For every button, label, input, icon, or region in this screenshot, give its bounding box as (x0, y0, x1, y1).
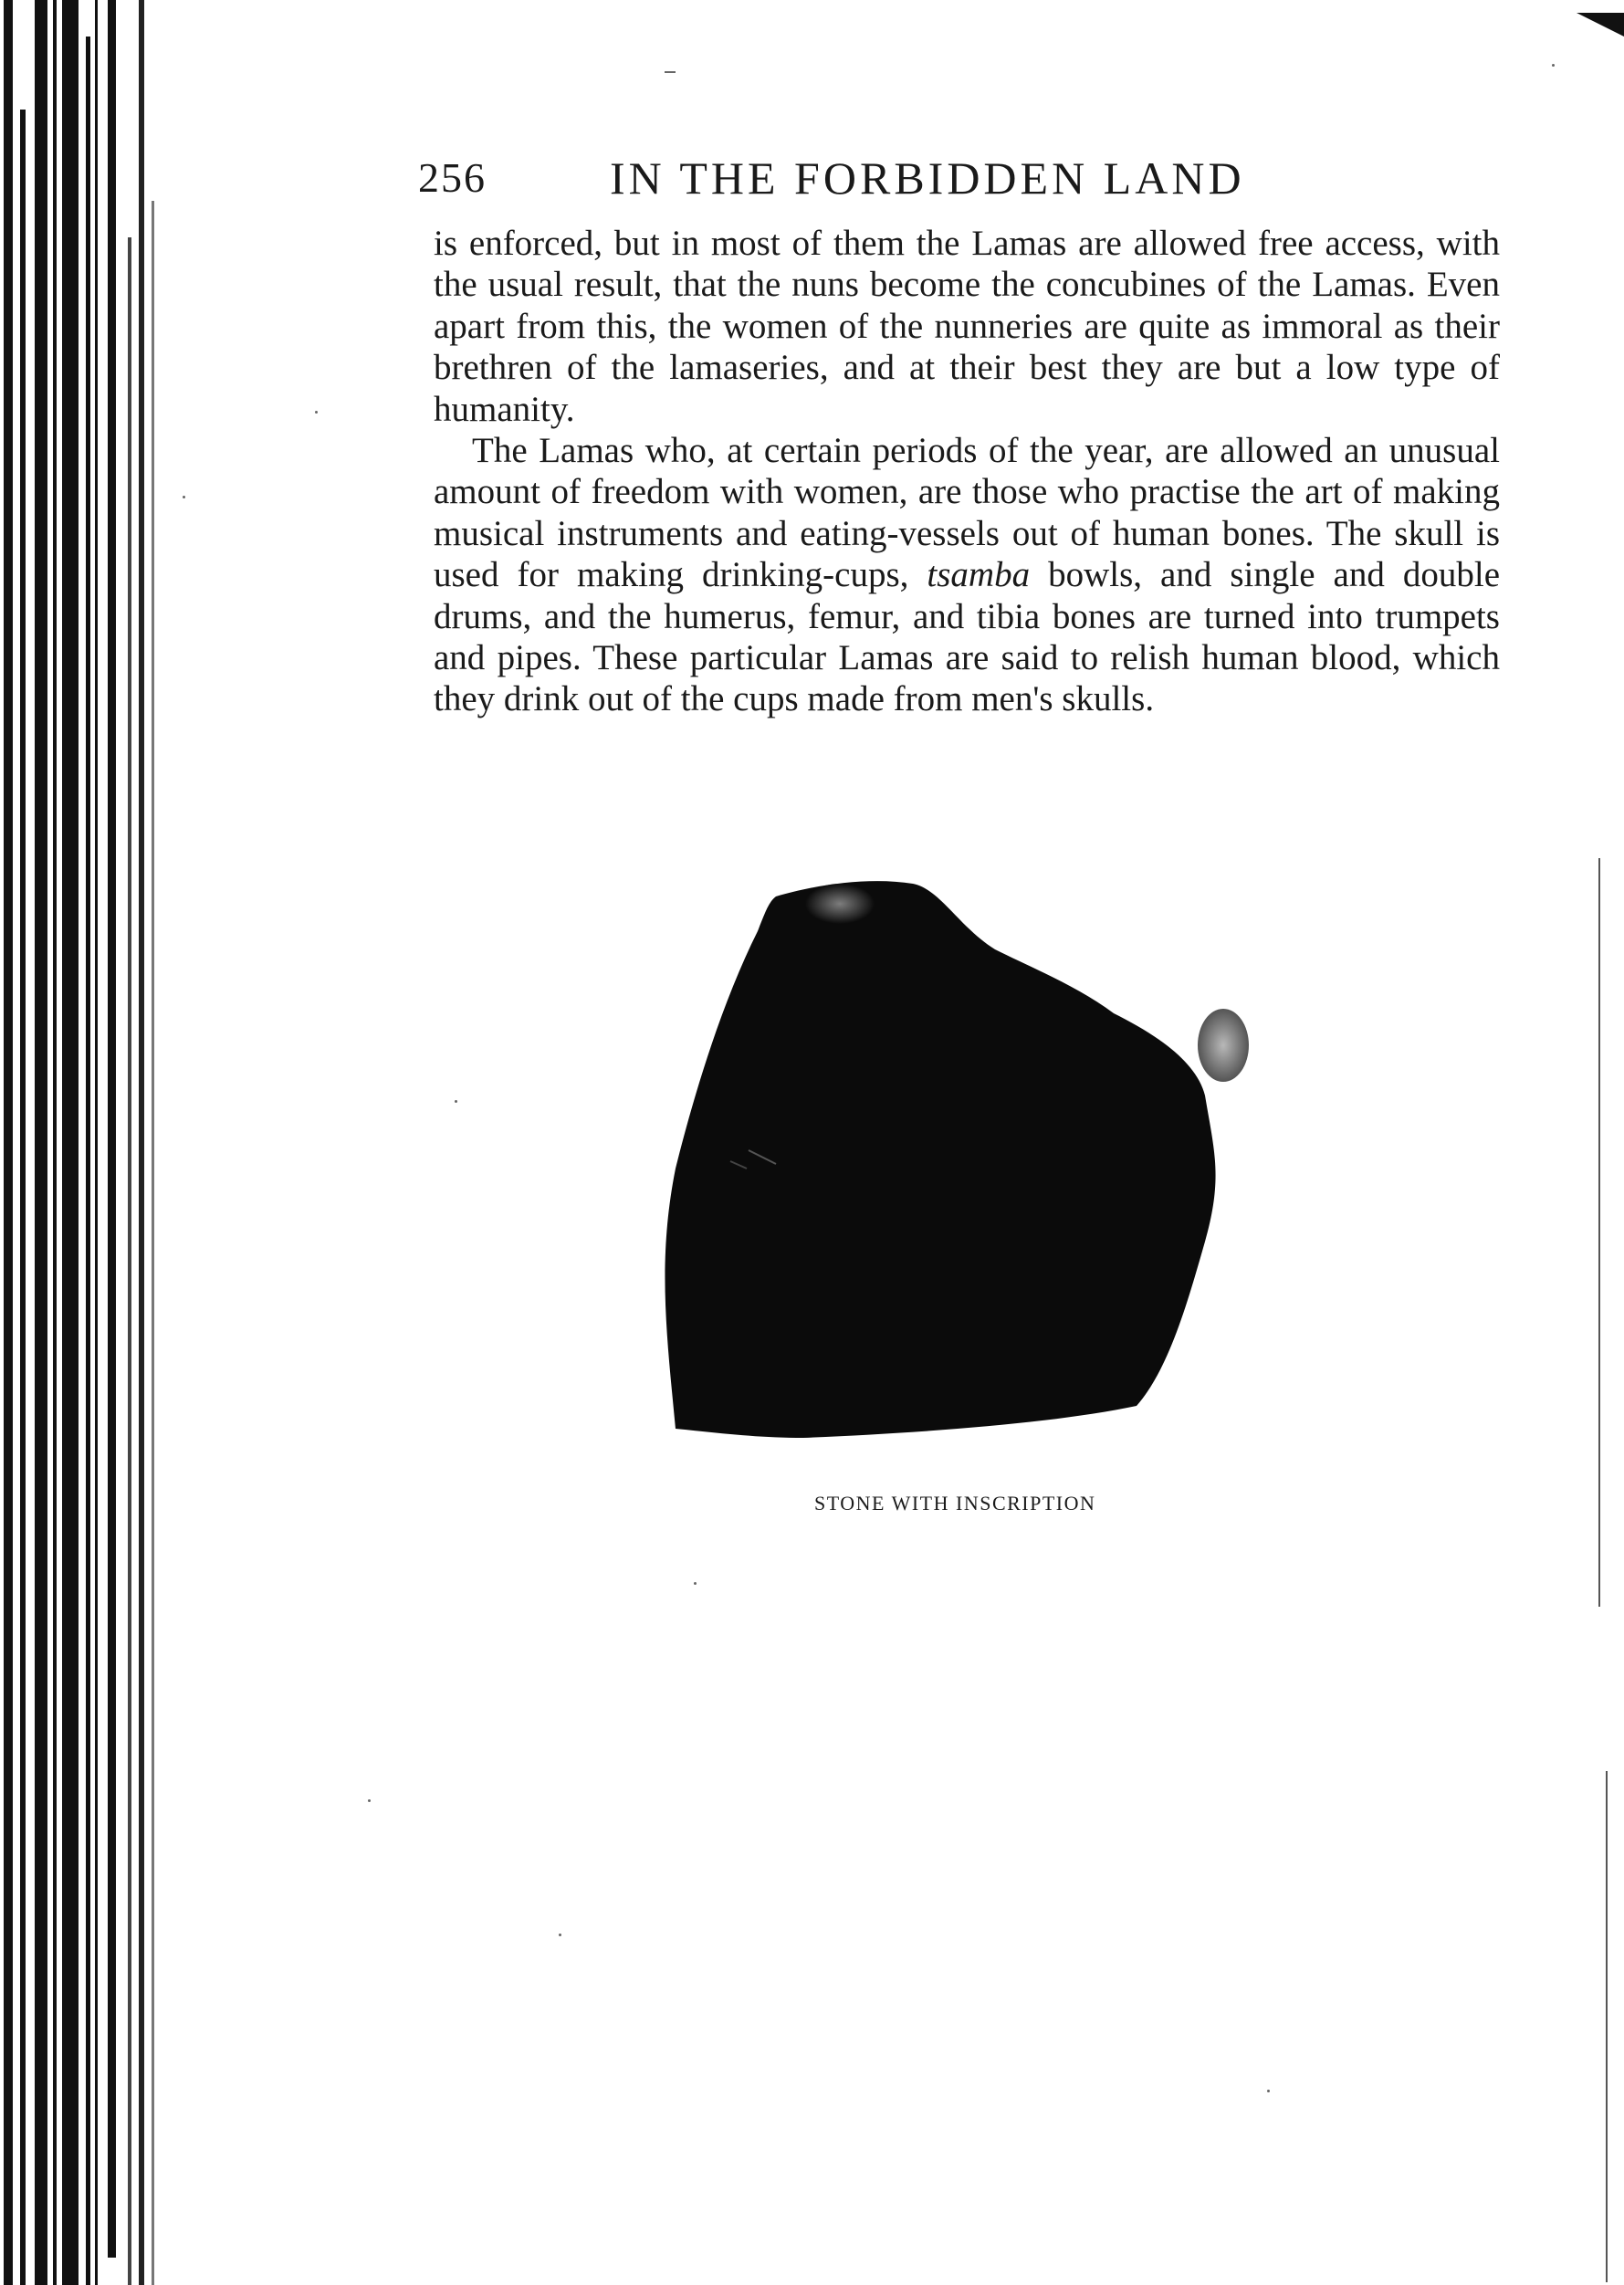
scan-speck (183, 496, 185, 498)
scan-speck (315, 411, 318, 414)
page-edge-line (1606, 1771, 1608, 2282)
stone-highlight (1198, 1009, 1249, 1082)
gutter-stripe (86, 37, 90, 2285)
binding-gutter (0, 0, 183, 2285)
gutter-stripe (139, 0, 144, 2285)
gutter-stripe (108, 0, 116, 2258)
corner-mark (1577, 13, 1624, 37)
paragraph-2-italic-word: tsamba (927, 555, 1031, 595)
stone-image (639, 876, 1315, 1461)
book-title: IN THE FORBIDDEN LAND (610, 152, 1245, 204)
stone-shape (665, 881, 1215, 1438)
scan-speck (694, 1582, 697, 1585)
gutter-stripe (128, 237, 131, 2285)
page-number: 256 (418, 154, 487, 201)
stone-highlight (805, 884, 875, 924)
gutter-stripe (20, 110, 26, 2285)
page-edge-line (1598, 858, 1600, 1607)
scan-speck (1267, 2090, 1270, 2092)
paragraph-1 (434, 223, 1500, 430)
paragraph-2-text-after: bowls, and single and double drums, and the humerus, femur, and tibia bones are turned into trumpets and pipes. These particular Lamas are said to relish human blood, which they drink out of the cups made from men's skulls. (434, 555, 1500, 719)
figure-caption: STONE WITH INSCRIPTION (814, 1492, 1096, 1515)
scan-speck (368, 1799, 371, 1802)
gutter-stripe (95, 0, 98, 2285)
scan-speck (455, 1100, 457, 1103)
gutter-stripe (62, 0, 79, 2285)
scan-speck (559, 1934, 561, 1936)
stone-figure (639, 876, 1315, 1461)
gutter-stripe (152, 201, 154, 2285)
body-text (434, 223, 1500, 720)
scan-speck (665, 71, 676, 73)
gutter-stripe (35, 0, 47, 2285)
scan-speck (1552, 64, 1555, 67)
gutter-stripe (53, 0, 57, 2285)
paragraph-1-text: is enforced, but in most of them the Lamas are allowed free access, with the usual result, that the nuns become the concubines of the Lamas. Even apart from this, the women of the nunneries are quite as immoral as their brethren of the lamaseries, and at their best they are but a low type of humanity. (434, 224, 1500, 429)
gutter-stripe (4, 0, 13, 2285)
paragraph-2-text-before: The Lamas who, at certain periods of the year, are allowed an unusual amount of freedom with women, are those who practise the art of making musical instruments and eating-vessels out of human bones. The skull is used for making drinking-cups, (434, 431, 1500, 595)
running-head (418, 151, 1336, 205)
paragraph-2 (434, 430, 1500, 720)
